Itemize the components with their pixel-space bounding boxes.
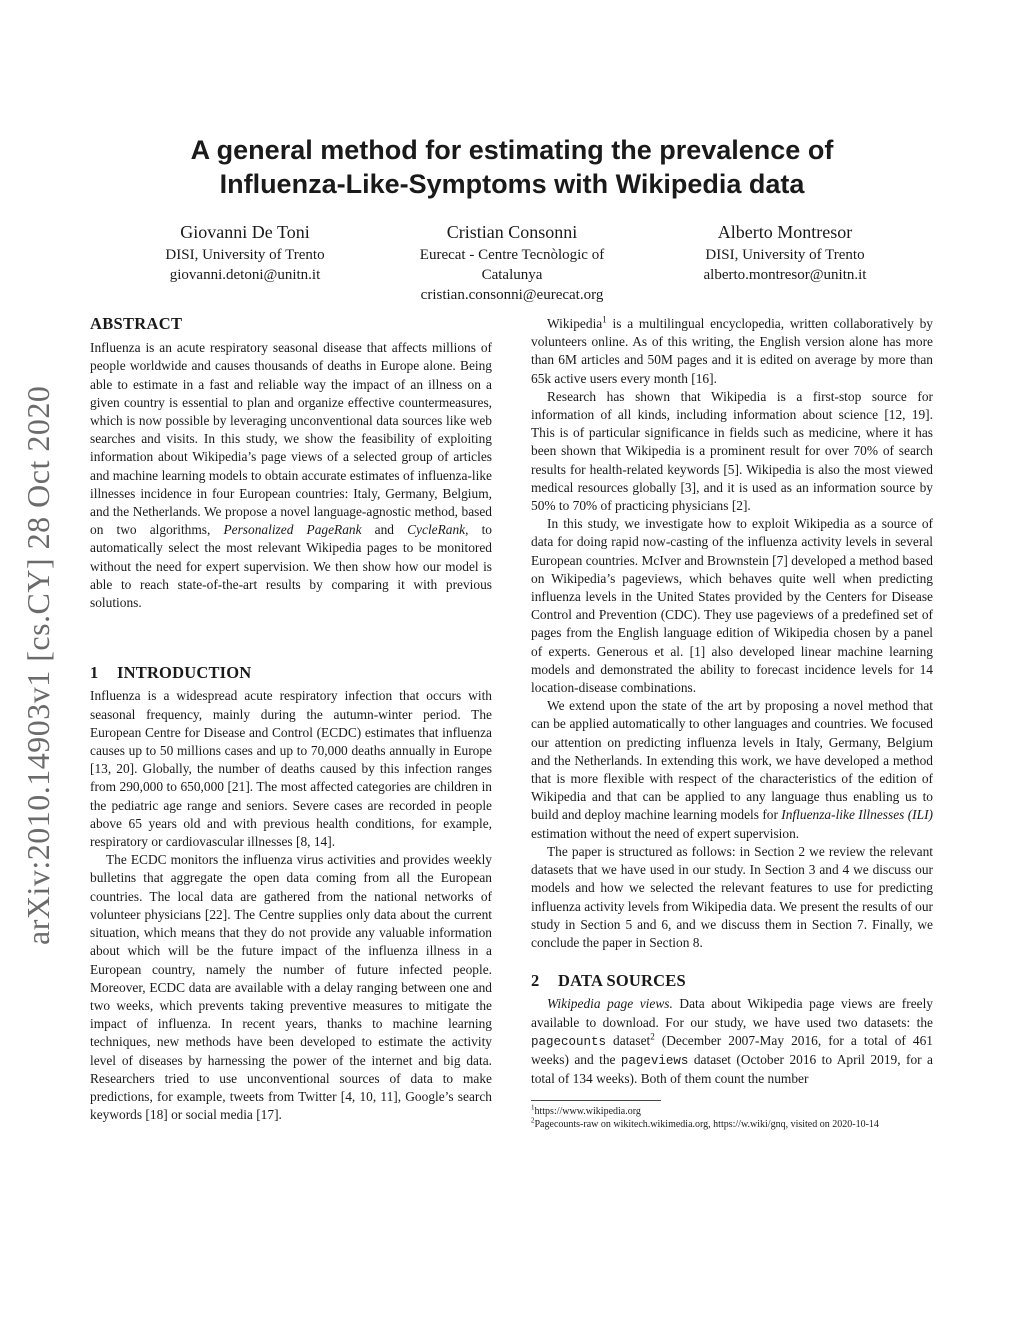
text-emphasis: Influenza-like Illnesses (ILI) — [781, 807, 934, 823]
abstract-emphasis: CycleRank — [407, 522, 466, 538]
paragraph — [531, 697, 933, 843]
section-title: DATA SOURCES — [558, 971, 686, 991]
title-line-1: A general method for estimating the prevalence of — [190, 135, 834, 165]
paragraph — [531, 995, 933, 1088]
section-title: INTRODUCTION — [117, 663, 252, 683]
author-name: Giovanni De Toni — [180, 222, 310, 242]
paragraph — [531, 315, 933, 388]
footnote-divider — [531, 1100, 661, 1101]
code-text: pagecounts — [531, 1034, 607, 1049]
paragraph: Research has shown that Wikipedia is a first-stop source for information of all kinds, including information about science [12, 19]. This is of particular significance in fields such as medicine, where it has been shown that Wikipedia is a prominent result for over 70% of search results for health-related keywords [5]. Wikipedia is also the most viewed medical resources globally [3], and it is used as an information source by 50% to 70% of practicing physicians [2]. — [531, 388, 933, 514]
abstract-text-part: and — [361, 522, 408, 538]
author-name: Alberto Montresor — [717, 222, 853, 242]
author-affiliation: Eurecat - Centre Tecnòlogic of — [419, 247, 605, 263]
text-part: is a multilingual encyclopedia, written collaboratively by volunteers online. As of this writing, the English version alone has more than 6M articles and 50M pages and it is edited on average by more than 65k active users every month [16]. — [531, 316, 933, 386]
author-affiliation: DISI, University of Trento — [705, 247, 865, 263]
footnote-text: https://www.wikipedia.org — [534, 1106, 641, 1118]
author-email: giovanni.detoni@unitn.it — [169, 267, 321, 283]
author-3 — [670, 219, 900, 285]
left-column — [90, 315, 492, 1124]
right-column — [531, 315, 933, 1131]
paragraph: The ECDC monitors the influenza virus activities and provides weekly bulletins that aggregate the open data coming from all the European countries. The local data are gathered from the national networks of volunteer physicians [22]. The Centre supplies only data about the current situation, which means that they do not provide any valuable information about which will be the future impact of the influenza illness in a European country, namely the number of future infected people. Moreover, ECDC data are available with a delay ranging between one and two weeks, which prevents taking preventive measures to mitigate the impact of influenza. In recent years, thanks to machine learning techniques, new methods have been developed to estimate the activity level of diseases by harnessing the power of the internet and big data. Researchers tried to use unconventional sources of data to make predictions, for example, tweets from Twitter [4, 10, 11], Google’s search keywords [18] or social media [17]. — [90, 852, 492, 1123]
footnote-mark: 1 — [531, 1104, 535, 1112]
abstract-heading: ABSTRACT — [90, 314, 183, 333]
abstract-text — [90, 339, 492, 612]
paper-title — [120, 133, 904, 201]
author-email: alberto.montresor@unitn.it — [703, 267, 867, 283]
text-part: estimation without the need of expert supervision. — [531, 825, 800, 841]
footnote-2 — [531, 1118, 933, 1131]
abstract-text-part: , to automatically select the most relevant Wikipedia pages to be monitored without the need for expert supervision. We then show how our model is able to reach state-of-the-art results by comparing it with previous solutions. — [90, 522, 493, 611]
paragraph-run-in-heading: Wikipedia page views. — [547, 996, 673, 1012]
footnote-1 — [531, 1105, 933, 1118]
author-email: cristian.consonni@eurecat.org — [420, 287, 604, 303]
arxiv-identifier: arXiv:2010.14903v1 [cs.CY] 28 Oct 2020 — [20, 385, 56, 945]
title-line-2: Influenza-Like-Symptoms with Wikipedia data — [219, 169, 805, 199]
abstract-text-part: Influenza is an acute respiratory seasonal disease that affects millions of people worldwide and causes thousands of deaths in Europe alone. Being able to estimate in a fast and reliable way the impact of an illness on a given country is essential to plan and organize effective countermeasures, which is now possible by leveraging unconventional data sources like web searches and visits. In this study, we show the feasibility of exploiting information about Wikipedia’s page views of a selected group of articles and machine learning models to obtain accurate estimates of influenza-like illnesses incidence in four European countries: Italy, Germany, Belgium, and the Netherlands. We propose a novel language-agnostic method, based on two algorithms, — [90, 340, 492, 538]
text-part: Wikipedia — [547, 316, 603, 331]
text-part: (December 2007-May 2016, for a total of 461 weeks) and the — [531, 1032, 933, 1067]
text-part: dataset (October 2016 to April 2019, for a total of 134 weeks). Both of them count the number — [531, 1051, 933, 1087]
code-text: pageviews — [620, 1053, 689, 1068]
author-name: Cristian Consonni — [446, 222, 578, 242]
author-affiliation-cont: Catalunya — [481, 267, 543, 283]
author-2 — [397, 219, 627, 305]
author-affiliation: DISI, University of Trento — [165, 247, 325, 263]
footnote-ref: 2 — [650, 1031, 655, 1042]
text-part: dataset — [606, 1032, 651, 1048]
section-number: 1 — [90, 663, 99, 683]
section-number: 2 — [531, 971, 540, 991]
paragraph: In this study, we investigate how to exploit Wikipedia as a source of data for doing rapid now-casting of the influenza activity levels in several European countries. McIver and Brownstein [7] developed a method based on Wikipedia’s pageviews, which behaves quite well when predicting influenza levels in the United States provided by the Centers for Disease Control and Prevention (CDC). They use pageviews of a predefined set of pages from the English language edition of Wikipedia chosen by a panel of experts. Generous et al. [1] also developed linear machine learning models and demonstrated the ability to forecast incidence levels for 14 location-disease combinations. — [531, 516, 933, 696]
text-part: Data about Wikipedia page views are freely available to download. For our study, we have used two datasets: the — [531, 996, 933, 1030]
section-heading-introduction — [90, 664, 492, 682]
paragraph: Influenza is a widespread acute respiratory infection that occurs with seasonal frequency, mainly during the autumn-winter period. The European Centre for Disease and Control (ECDC) estimates that influenza causes up to 50 millions cases and up to 70,000 deaths annually in Europe [13, 20]. Globally, the number of deaths caused by this infection ranges from 290,000 to 650,000 [21]. The most affected categories are children in the pediatric age range and seniors. Severe cases are recorded in people above 65 years old and with previous health conditions, for example, respiratory or cardiovascular illnesses [8, 14]. — [90, 688, 492, 850]
footnote-mark: 2 — [531, 1117, 535, 1125]
abstract-emphasis: Personalized PageRank — [223, 522, 362, 538]
footnote-ref: 1 — [602, 314, 607, 325]
section-heading-data-sources — [531, 972, 933, 990]
paragraph: The paper is structured as follows: in Section 2 we review the relevant datasets that we have used in our study. In Section 3 and 4 we discuss our models and how we selected the relevant features to use for predicting influenza activity levels from Wikipedia data. We present the results of our study in Section 5 and 6, and we discuss them in Section 7. Finally, we conclude the paper in Section 8. — [531, 843, 933, 950]
author-1 — [130, 219, 360, 285]
footnote-text: Pagecounts-raw on wikitech.wikimedia.org, https://w.wiki/gnq, visited on 2020-10-14 — [534, 1119, 879, 1131]
text-part: We extend upon the state of the art by proposing a novel method that can be applied automatically to other languages and countries. We focused our attention on predicting influenza levels in Italy, Germany, Belgium and the Netherlands. In extending this work, we have developed a method that is more flexible with respect of the characteristics of the edition of Wikipedia and that can be applied to any language thus enabling us to build and deploy machine learning models for — [531, 698, 933, 823]
